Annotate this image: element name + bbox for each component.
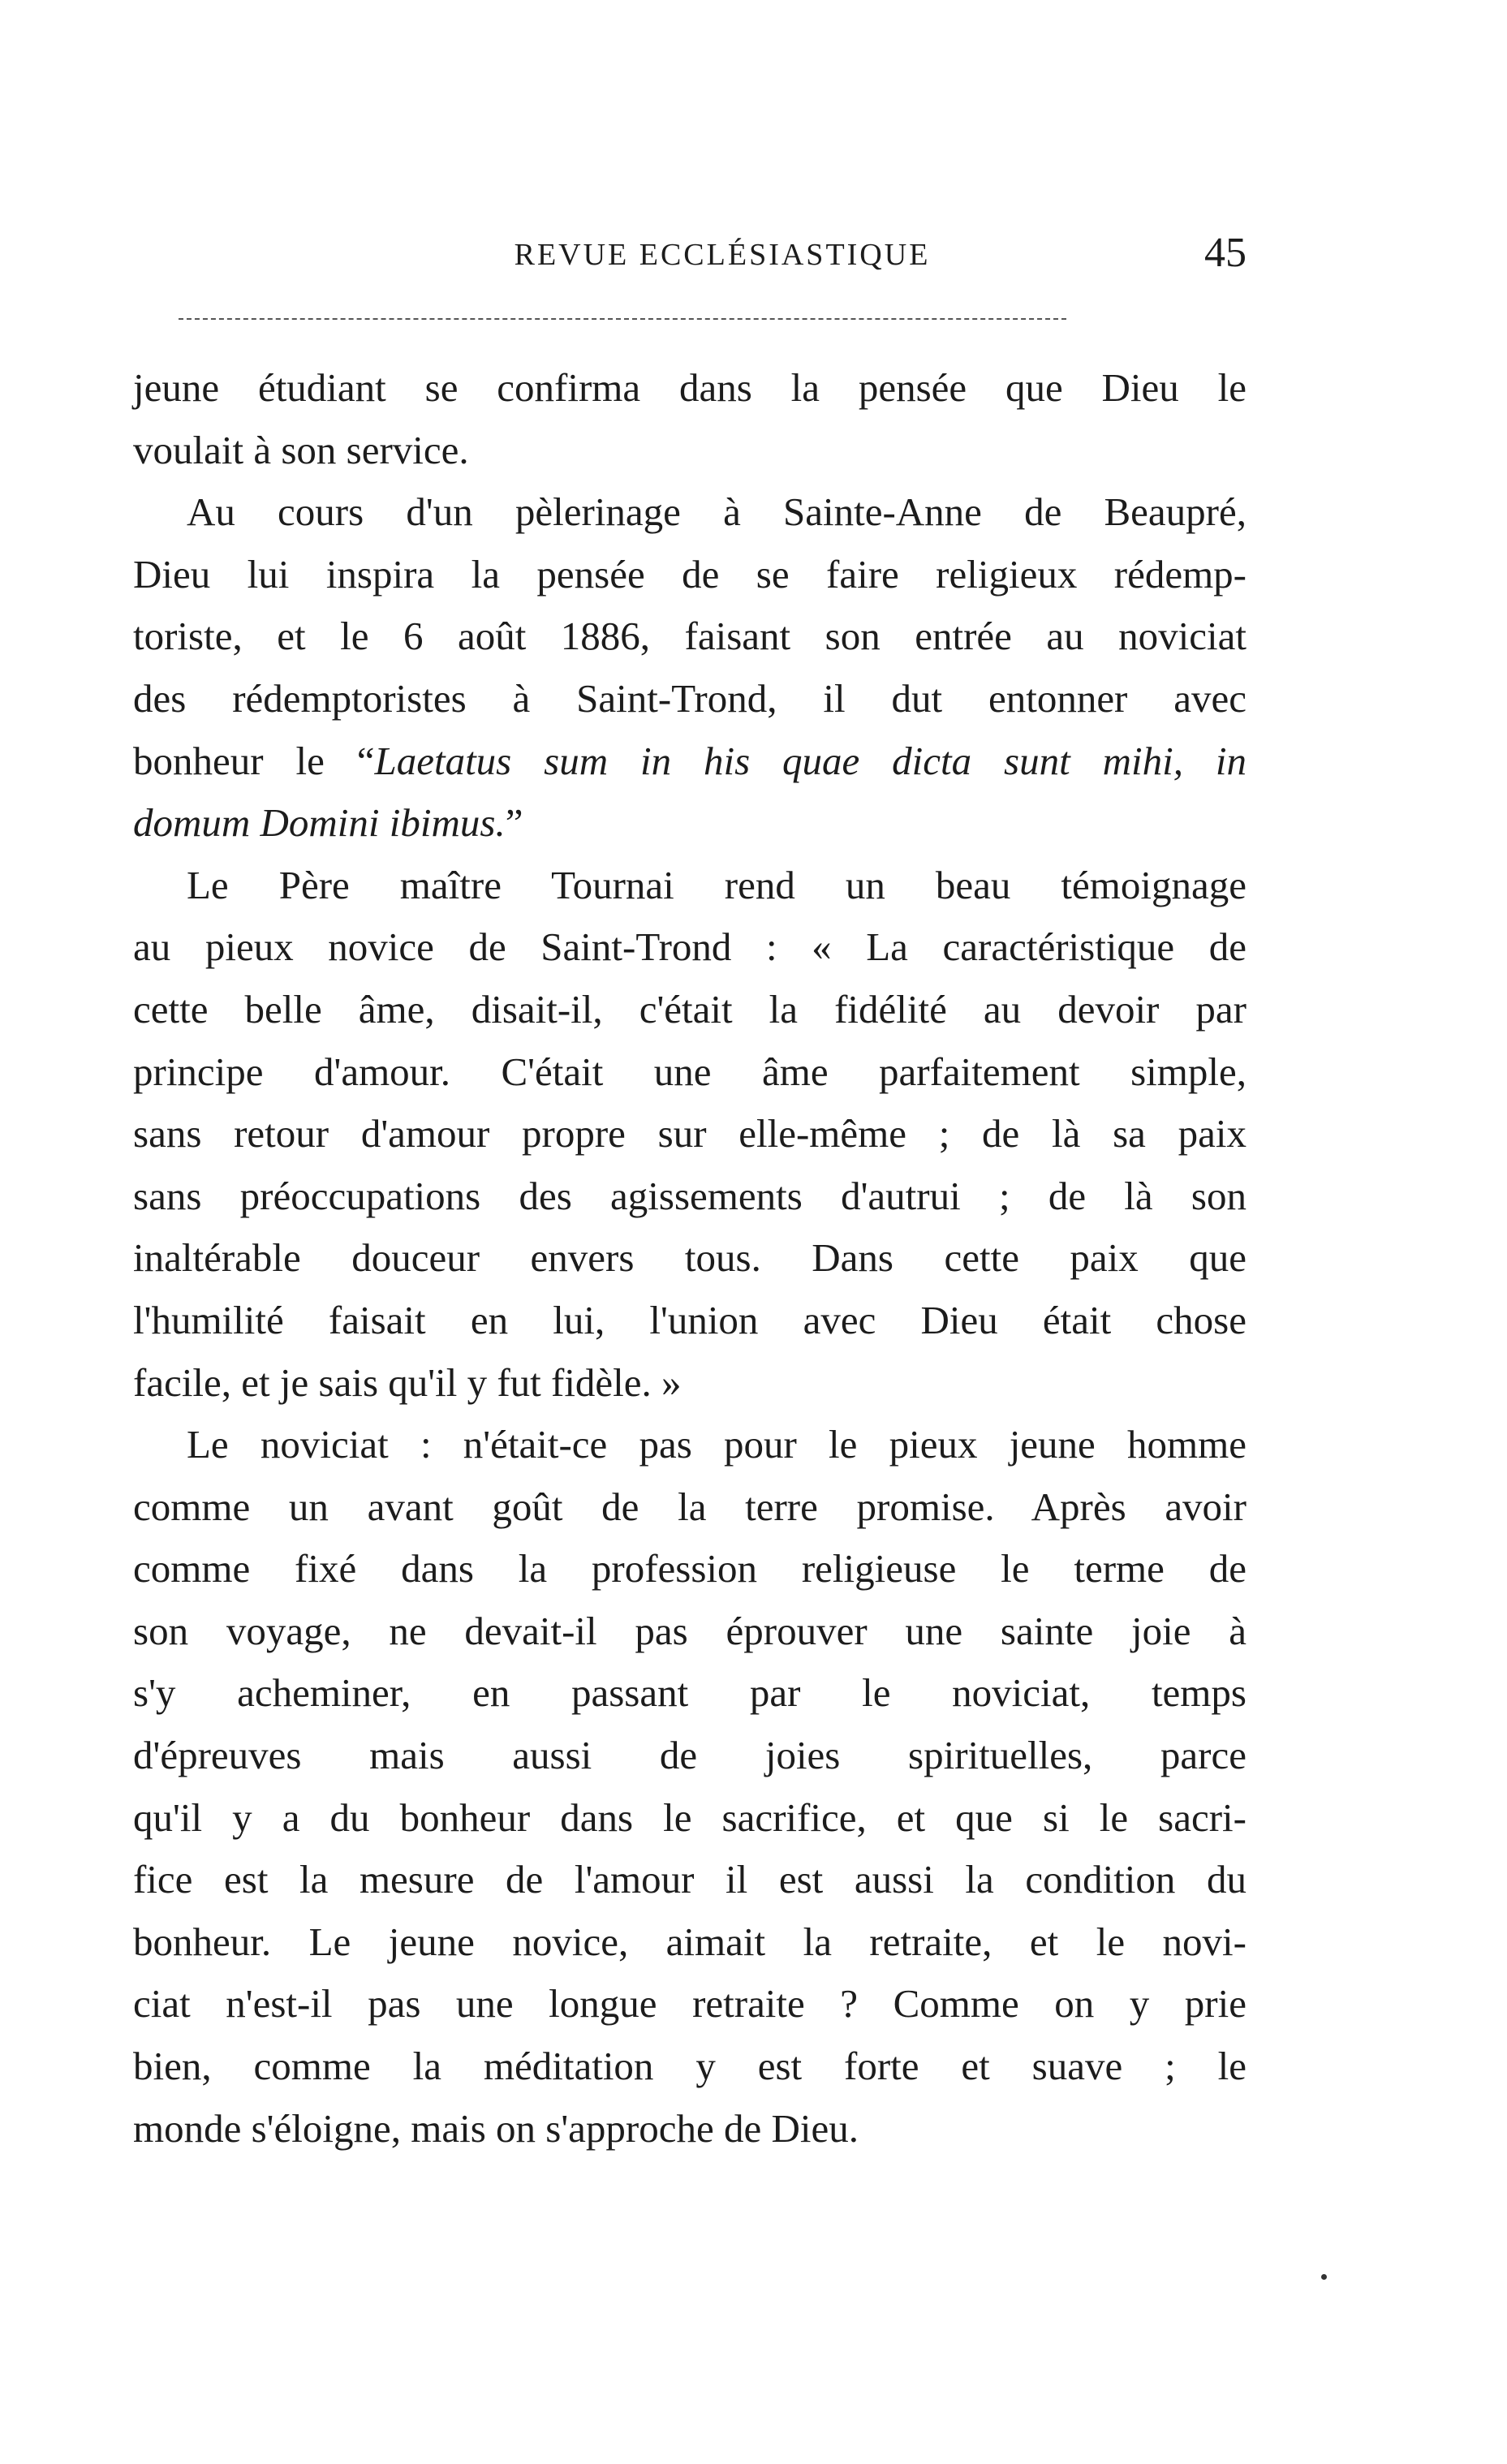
- text-line: bonheur. Le jeune novice, aimait la retraite, et le novi-: [133, 1919, 1247, 1964]
- text-line: comme fixé dans la profession religieuse le terme de: [133, 1546, 1247, 1592]
- body-text: [133, 357, 1247, 2160]
- text-line: s'y acheminer, en passant par le noviciat, temps: [133, 1670, 1247, 1716]
- text-line: fice est la mesure de l'amour il est aussi la condition du: [133, 1857, 1247, 1902]
- text-line: d'épreuves mais aussi de joies spirituelles, parce: [133, 1733, 1247, 1778]
- text-line: son voyage, ne devait-il pas éprouver une sainte joie à: [133, 1608, 1247, 1653]
- text-line: ciat n'est-il pas une longue retraite ? Comme on y prie: [133, 1981, 1247, 2027]
- text-line: l'humilité faisait en lui, l'union avec Dieu était chose: [133, 1297, 1247, 1342]
- text-line: sans préoccupations des agissements d'autrui ; de là son: [133, 1173, 1247, 1218]
- text-line: monde s'éloigne, mais on s'approche de Dieu.: [133, 2105, 859, 2151]
- text-line: facile, et je sais qu'il y fut fidèle. »: [133, 1359, 682, 1405]
- text-line: toriste, et le 6 août 1886, faisant son entrée au noviciat: [133, 614, 1247, 659]
- text-line: [133, 792, 1247, 855]
- page-header: [138, 230, 1247, 286]
- running-title: REVUE ECCLÉSIASTIQUE: [514, 238, 931, 272]
- text-line: au pieux novice de Saint-Trond : « La caractéristique de: [133, 924, 1247, 970]
- text-line: bien, comme la méditation y est forte et suave ; le: [133, 2044, 1247, 2089]
- closing-quote: ”: [505, 800, 523, 846]
- text-line: qu'il y a du bonheur dans le sacrifice, et que si le sacri-: [133, 1794, 1247, 1840]
- page-number: 45: [1204, 230, 1247, 276]
- ink-dot: [1321, 2274, 1327, 2280]
- text-line: Dieu lui inspira la pensée de se faire religieux rédemp-: [133, 551, 1247, 597]
- text-line: sans retour d'amour propre sur elle-même ; de là sa paix: [133, 1111, 1247, 1157]
- text-line: comme un avant goût de la terre promise. Après avoir: [133, 1484, 1247, 1529]
- text-line: principe d'amour. C'était une âme parfaitement simple,: [133, 1049, 1247, 1094]
- latin-quote-end: domum Domini ibimus.: [133, 800, 506, 846]
- text-line: cette belle âme, disait-il, c'était la fidélité au devoir par: [133, 986, 1247, 1032]
- text-segment: bonheur le “: [133, 738, 375, 783]
- text-line: [133, 730, 1247, 793]
- text-line: inaltérable douceur envers tous. Dans cette paix que: [133, 1235, 1247, 1281]
- header-rule: [179, 318, 1066, 320]
- text-line: voulait à son service.: [133, 427, 469, 472]
- paragraph-start-line: Le Père maître Tournai rend un beau témoignage: [187, 862, 1247, 907]
- text-line: des rédemptoristes à Saint-Trond, il dut entonner avec: [133, 675, 1247, 721]
- paragraph-start-line: Au cours d'un pèlerinage à Sainte-Anne de Beaupré,: [187, 489, 1247, 535]
- text-line: jeune étudiant se confirma dans la pensée que Dieu le: [133, 365, 1247, 410]
- paragraph-start-line: Le noviciat : n'était-ce pas pour le pieux jeune homme: [187, 1422, 1247, 1467]
- latin-quote: Laetatus sum in his quae dicta sunt mihi, in: [374, 738, 1247, 783]
